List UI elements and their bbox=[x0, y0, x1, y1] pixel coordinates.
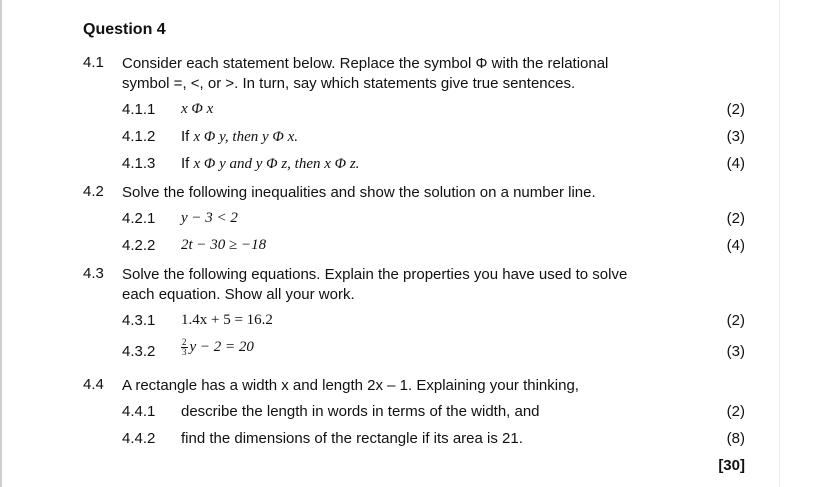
item-4-4-2-text: find the dimensions of the rectangle if its area is 21. bbox=[181, 430, 523, 447]
item-number-4-1-1: 4.1.1 bbox=[122, 101, 156, 118]
item-4-1-2-text bbox=[181, 128, 298, 146]
page-right-margin bbox=[779, 0, 828, 487]
item-4-4-1-marks: (2) bbox=[726, 403, 745, 420]
item-number-4-3-2: 4.3.2 bbox=[122, 343, 156, 360]
item-4-2-2-marks: (4) bbox=[726, 237, 745, 254]
item-4-2-1-expression: y − 3 < 2 bbox=[181, 210, 238, 226]
item-number-4-1-2: 4.1.2 bbox=[122, 128, 156, 145]
item-4-3-2-marks: (3) bbox=[726, 343, 745, 360]
question-title: Question 4 bbox=[83, 21, 166, 38]
item-4-1-2-expression: x Φ y, then y Φ x. bbox=[193, 129, 298, 145]
item-4-4-1-text: describe the length in words in terms of the width, and bbox=[181, 403, 540, 420]
item-4-3-2-expression: y − 2 = 20 bbox=[189, 338, 254, 355]
item-4-1-1-marks: (2) bbox=[726, 101, 745, 118]
page-left-edge bbox=[0, 0, 2, 487]
item-number-4-4-2: 4.4.2 bbox=[122, 430, 156, 447]
item-4-1-1-expression: x Φ x bbox=[181, 101, 214, 117]
item-4-1-3-text bbox=[181, 155, 359, 173]
section-4-1-stem-line-2: symbol =, <, or >. In turn, say which statements give true sentences. bbox=[122, 75, 576, 92]
item-4-1-3-prefix: If bbox=[181, 155, 194, 172]
section-4-4-stem-line-1: A rectangle has a width x and length 2x – 1. Explaining your thinking, bbox=[122, 377, 579, 394]
section-number-4-3: 4.3 bbox=[83, 265, 104, 282]
fraction-denominator: 3 bbox=[182, 347, 187, 357]
total-marks: [30] bbox=[718, 457, 745, 474]
item-4-3-1-expression: 1.4x + 5 = 16.2 bbox=[181, 312, 273, 328]
section-4-2-stem-line-1: Solve the following inequalities and show the solution on a number line. bbox=[122, 184, 596, 201]
item-number-4-3-1: 4.3.1 bbox=[122, 312, 156, 329]
item-4-1-3-expression: x Φ y and y Φ z, then x Φ z. bbox=[193, 156, 360, 172]
item-4-4-2-marks: (8) bbox=[726, 430, 745, 447]
item-4-3-1-marks: (2) bbox=[726, 312, 745, 329]
item-number-4-2-1: 4.2.1 bbox=[122, 210, 156, 227]
item-4-3-2-equation bbox=[181, 338, 254, 357]
item-4-1-2-marks: (3) bbox=[726, 128, 745, 145]
item-4-1-3-marks: (4) bbox=[726, 155, 745, 172]
item-number-4-4-1: 4.4.1 bbox=[122, 403, 156, 420]
fraction bbox=[181, 338, 188, 357]
section-number-4-4: 4.4 bbox=[83, 376, 104, 393]
item-number-4-1-3: 4.1.3 bbox=[122, 155, 156, 172]
item-number-4-2-2: 4.2.2 bbox=[122, 237, 156, 254]
section-4-3-stem-line-2: each equation. Show all your work. bbox=[122, 286, 355, 303]
item-4-2-1-marks: (2) bbox=[726, 210, 745, 227]
section-4-3-stem-line-1: Solve the following equations. Explain the properties you have used to solve bbox=[122, 266, 628, 283]
item-4-2-2-expression: 2t − 30 ≥ −18 bbox=[181, 237, 267, 253]
fraction-numerator: 2 bbox=[182, 337, 187, 347]
section-4-1-stem-line-1: Consider each statement below. Replace the symbol Φ with the relational bbox=[122, 55, 609, 72]
item-4-1-2-prefix: If bbox=[181, 128, 194, 145]
section-number-4-2: 4.2 bbox=[83, 183, 104, 200]
section-number-4-1: 4.1 bbox=[83, 54, 104, 71]
